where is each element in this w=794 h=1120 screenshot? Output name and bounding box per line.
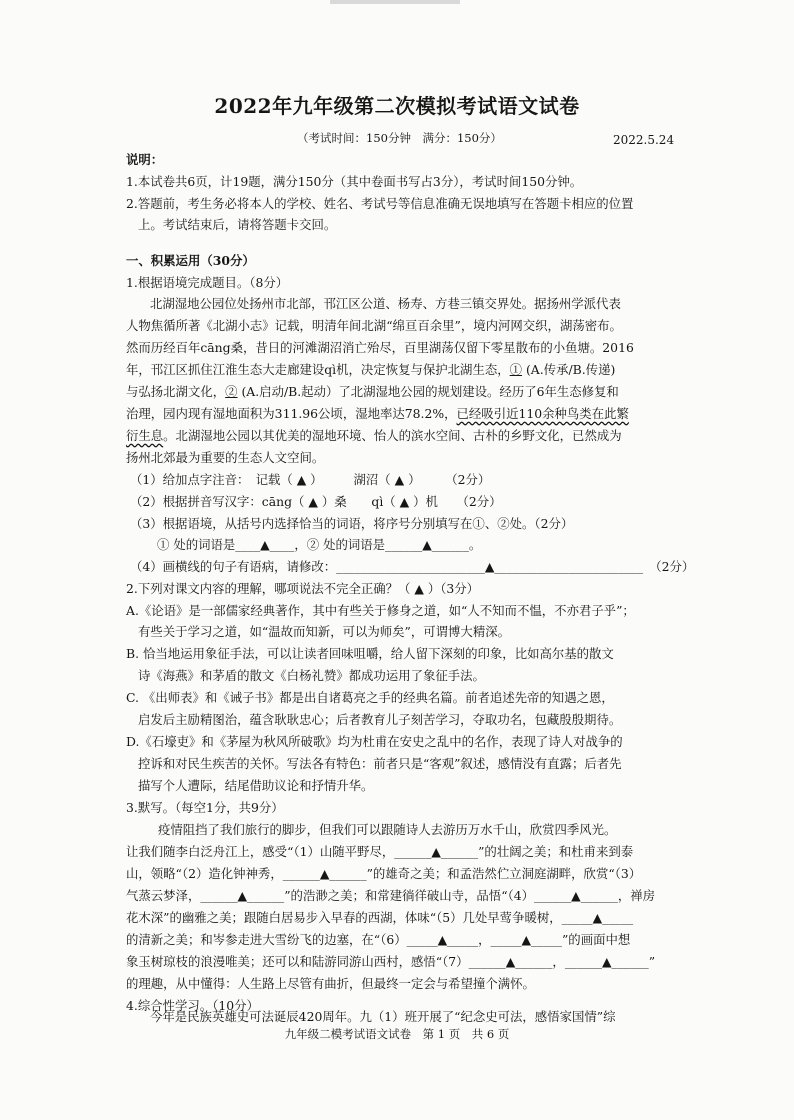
q1-sub4: （4）画横线的句子有语病，请修改：________________________▲________________________ （2分） bbox=[130, 559, 695, 574]
q2-option-b: B. 恰当地运用象征手法，可以让读者回味咀嚼，给人留下深刻的印象，比如高尔基的散文 bbox=[126, 646, 614, 661]
q1-sub1: （1）给加点字注音： 记载（ ▲ ） 湖沼（ ▲ ） （2分） bbox=[130, 472, 491, 487]
blank-1-options: (A.传承/B.传递) bbox=[522, 362, 616, 377]
q2-option-a-cont: 有些关于学习之道，如“温故而知新，可以为师矣”，可谓博大精深。 bbox=[138, 624, 510, 639]
exam-subtitle: （考试时间：150分钟 满分：150分） bbox=[297, 131, 502, 145]
q1-passage-line bbox=[126, 403, 629, 425]
exam-title: 2022年九年级第二次模拟考试语文试卷 bbox=[214, 94, 580, 118]
q2-option-c: C. 《出师表》和《诫子书》都是出自诸葛亮之手的经典名篇。前者追述先帝的知遇之恩， bbox=[126, 690, 614, 705]
instructions-heading: 说明： bbox=[126, 152, 164, 167]
exam-date: 2022.5.24 bbox=[613, 133, 675, 147]
q4-line: 今年是民族英雄史可法诞辰420周年。九（1）班开展了“纪念史可法，感悟家国情”综 bbox=[150, 1009, 616, 1024]
scan-artifact bbox=[330, 0, 460, 8]
q2-option-b-cont: 诗《海燕》和茅盾的散文《白杨礼赞》都成功运用了象征手法。 bbox=[138, 668, 485, 683]
instruction-item-2-cont: 上。考试结束后，请将答题卡交回。 bbox=[138, 217, 337, 232]
q3-line: 的清新之美；和岑参走进大雪纷飞的边塞，在“（6）_____▲_____，_____▲_____”的画面中想 bbox=[126, 932, 631, 947]
q3-line: 让我们随李白泛舟江上，感受“（1）山随平野尽，______▲______”的壮阔之美；和杜甫来到泰 bbox=[126, 844, 634, 859]
q1-passage-text: (A.启动/B.起动）了北湖湿地公园的规划建设。经历了6年生态修复和 bbox=[237, 384, 619, 399]
footer-text: 九年级二模考试语文试卷 第 1 页 共 6 页 bbox=[284, 1027, 510, 1041]
q3-line: 的理趣，从中懂得：人生路上尽管有曲折，但最终一定会与希望撞个满怀。 bbox=[126, 976, 535, 991]
q1-passage-line: 然而历经百年cāng桑，昔日的河滩湖沼消亡殆尽，百里湖荡仅留下零星散布的小鱼塘。2016 bbox=[126, 340, 634, 355]
blank-2: ② bbox=[225, 384, 238, 399]
instruction-item-1: 1.本试卷共6页，计19题，满分150分（其中卷面书写占3分），考试时间150分钟。 bbox=[126, 174, 583, 189]
q1-passage-line bbox=[126, 425, 622, 447]
q3-stem: 3.默写。（每空1分，共9分） bbox=[126, 800, 284, 815]
q3-line: 山，领略“（2）造化钟神秀，______▲______”的雄奇之美；和孟浩然伫立洞庭湖畔，欣赏“（3） bbox=[126, 866, 642, 881]
q1-passage-text: 与弘扬北湖文化， bbox=[126, 384, 226, 399]
q1-passage-text: 。北湖湿地公园以其优美的湿地环境、怡人的滨水空间、古朴的乡野文化，已然成为 bbox=[163, 428, 622, 443]
q1-passage-text: 年，邗江区抓住江淮生态大走廊建设qì机，决定恢复与保护北湖生态， bbox=[126, 362, 510, 377]
q1-passage-line: 扬州北郊最为重要的生态人文空间。 bbox=[126, 450, 325, 465]
q3-line: 疫情阻挡了我们旅行的脚步，但我们可以跟随诗人去游历万水千山，欣赏四季风光。 bbox=[158, 822, 617, 837]
page-footer bbox=[0, 1009, 794, 1046]
q1-sub3: （3）根据语境，从括号内选择恰当的词语，将序号分别填写在①、②处。（2分） bbox=[130, 516, 574, 531]
q1-passage-line: 人物焦循所著《北湖小志》记载，明清年间北湖“绵亘百余里”，境内河网交织，湖荡密布。 bbox=[126, 318, 622, 333]
q1-passage-line: 北湖湿地公园位处扬州市北部，邗江区公道、杨寿、方巷三镇交界处。据扬州学派代表 bbox=[150, 296, 621, 311]
q1-passage-line bbox=[126, 381, 619, 403]
q2-option-d-cont: 描写个人遭际，结尾借助议论和抒情升华。 bbox=[138, 778, 374, 793]
q1-sub3-answer-line: ① 处的词语是____▲____，② 处的词语是______▲______。 bbox=[157, 537, 482, 552]
q1-stem: 1.根据语境完成题目。（8分） bbox=[126, 275, 289, 290]
instruction-item-2: 2.答题前，考生务必将本人的学校、姓名、考试号等信息准确无误地填写在答题卡相应的位置 bbox=[126, 196, 634, 211]
q3-line: 花木深”的幽雅之美；跟随白居易步入早春的西湖，体味“（5）几处早莺争暖树，_____▲_____ bbox=[126, 910, 634, 925]
q3-line: 象玉树琼枝的浪漫唯美；还可以和陆游同游山西村，感悟“（7）______▲______，______▲______” bbox=[126, 954, 656, 969]
q2-option-d: D.《石壕吏》和《茅屋为秋风所破歌》均为杜甫在安史之乱中的名作，表现了诗人对战争的 bbox=[126, 734, 623, 749]
q3-line: 气蒸云梦泽，______▲______”的浩渺之美；和常建徜徉破山寺，品悟“（4）______▲______，禅房 bbox=[126, 888, 656, 903]
q4-stem: 4.综合性学习。（10分） bbox=[126, 998, 259, 1013]
section1-heading: 一、积累运用（30分） bbox=[126, 253, 255, 268]
q2-stem: 2.下列对课文内容的理解，哪项说法不完全正确？（ ▲ ）（3分） bbox=[126, 581, 480, 596]
q1-sub2: （2）根据拼音写汉字：cāng（ ▲ ）桑 qì（ ▲ ）机 （2分） bbox=[130, 494, 502, 509]
blank-1: ① bbox=[509, 362, 523, 377]
q2-option-d-cont: 控诉和对民生疾苦的关怀。写法各有特色：前者只是“客观”叙述，感情没有直露；后者先 bbox=[138, 756, 622, 771]
underlined-sentence: 已经吸引近110余种鸟类在此繁 bbox=[456, 406, 629, 421]
q2-option-a: A.《论语》是一部儒家经典著作，其中有些关于修身之道，如“人不知而不愠，不亦君子乎”； bbox=[126, 603, 635, 618]
q1-passage-line bbox=[126, 359, 615, 381]
q1-passage-text: 治理，园内现有湿地面积为311.96公顷，湿地率达78.2%， bbox=[126, 406, 457, 421]
underlined-sentence: 衍生息 bbox=[126, 428, 164, 443]
q2-option-c-cont: 启发后主励精图治，蕴含耿耿忠心；后者教育儿子刻苦学习，夺取功名，包藏殷殷期待。 bbox=[138, 712, 622, 727]
